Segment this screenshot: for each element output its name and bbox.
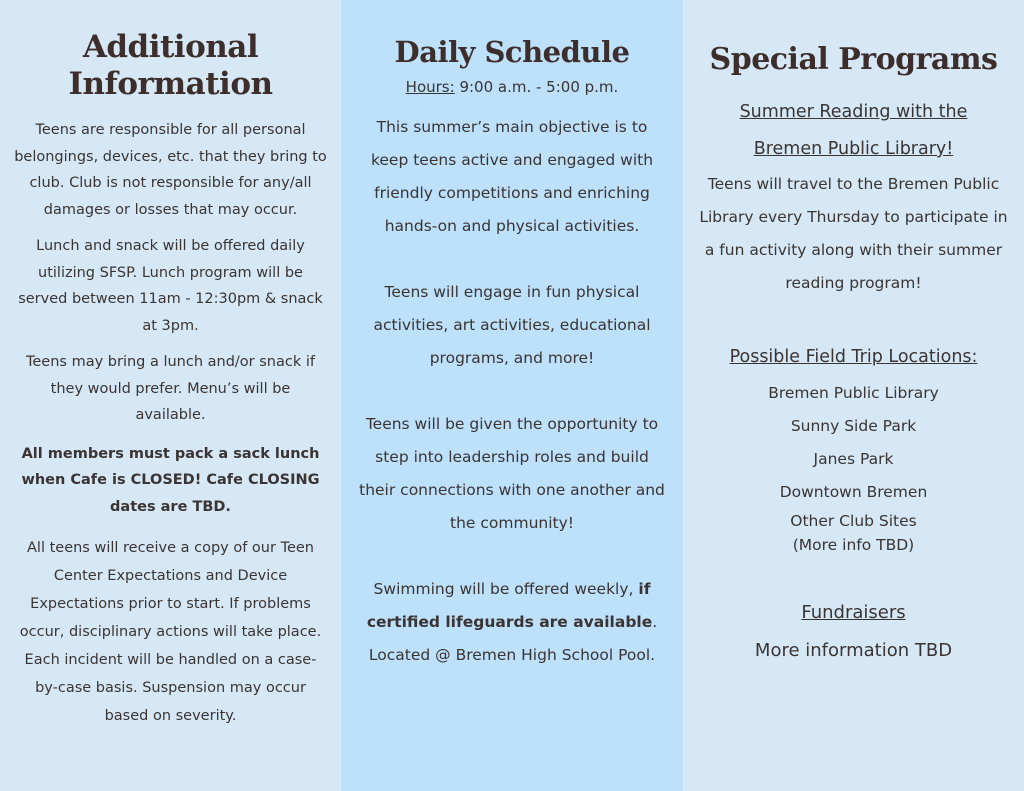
other-club-sites: Other Club Sites: [790, 512, 917, 530]
belongings-paragraph: Teens are responsible for all personal belongings, devices, etc. that they bring to club. Club is not responsible for any/all damages or losses that may occur.: [14, 122, 327, 218]
swimming-paragraph: [357, 573, 667, 672]
leadership-paragraph: Teens will be given the opportunity to step into leadership roles and build their connections with one another and the community!: [359, 415, 665, 532]
activities-paragraph: Teens will engage in fun physical activities, art activities, educational programs, and more!: [373, 283, 651, 367]
field-trip-item: Janes Park: [813, 450, 894, 468]
summer-reading-body: Teens will travel to the Bremen Public Library every Thursday to participate in a fun activity along with their summer reading program!: [699, 175, 1008, 292]
title-line-2: Information: [68, 66, 273, 102]
field-trip-list: [697, 377, 1010, 557]
summer-reading-heading-line-1: Summer Reading with the: [739, 102, 968, 122]
sack-lunch-notice: All members must pack a sack lunch when Cafe is CLOSED! Cafe CLOSING dates are TBD.: [21, 445, 320, 515]
lifeguards-condition: if certified lifeguards are available: [366, 580, 653, 631]
fundraisers-heading: Fundraisers: [801, 602, 906, 623]
additional-information-title: [14, 29, 327, 103]
swimming-text: Swimming will be offered weekly,: [373, 580, 639, 598]
additional-information-text: [14, 117, 327, 730]
hours-line: [357, 77, 667, 97]
additional-information-panel: [0, 0, 341, 791]
field-trip-item: Downtown Bremen: [779, 483, 928, 501]
summer-reading-section: [697, 94, 1010, 300]
hours-label: Hours:: [405, 78, 455, 96]
lunch-paragraph: Lunch and snack will be offered daily utilizing SFSP. Lunch program will be served between 11am - 12:30pm & snack at 3pm.: [18, 238, 323, 334]
pool-location: . Located @ Bremen High School Pool.: [368, 613, 658, 664]
special-programs-panel: [683, 0, 1024, 791]
daily-schedule-text: [357, 111, 667, 672]
summer-reading-heading-line-2: Bremen Public Library!: [753, 139, 954, 159]
special-programs-title: Special Programs: [709, 42, 998, 77]
daily-schedule-title: Daily Schedule: [394, 35, 630, 69]
field-trip-item: Sunny Side Park: [790, 417, 917, 435]
objective-paragraph: This summer’s main objective is to keep teens active and engaged with friendly competitions and enriching hands-on and physical activities.: [370, 118, 654, 235]
field-trip-item: Bremen Public Library: [768, 384, 939, 402]
daily-schedule-panel: [341, 0, 683, 791]
field-trip-heading: Possible Field Trip Locations:: [729, 347, 978, 367]
title-line-1: Additional: [82, 29, 259, 65]
hours-value: 9:00 a.m. - 5:00 p.m.: [454, 78, 619, 96]
bring-lunch-paragraph: Teens may bring a lunch and/or snack if they would prefer. Menu’s will be available.: [25, 354, 315, 423]
expectations-paragraph: All teens will receive a copy of our Teen Center Expectations and Device Expectations prior to start. If problems occur, disciplinary actions will take place. Each incident will be handled on a case-by-case basis. Suspension may occur based on severity.: [19, 540, 322, 724]
more-info-tbd: (More info TBD): [792, 536, 915, 554]
fundraisers-body: More information TBD: [754, 640, 953, 661]
